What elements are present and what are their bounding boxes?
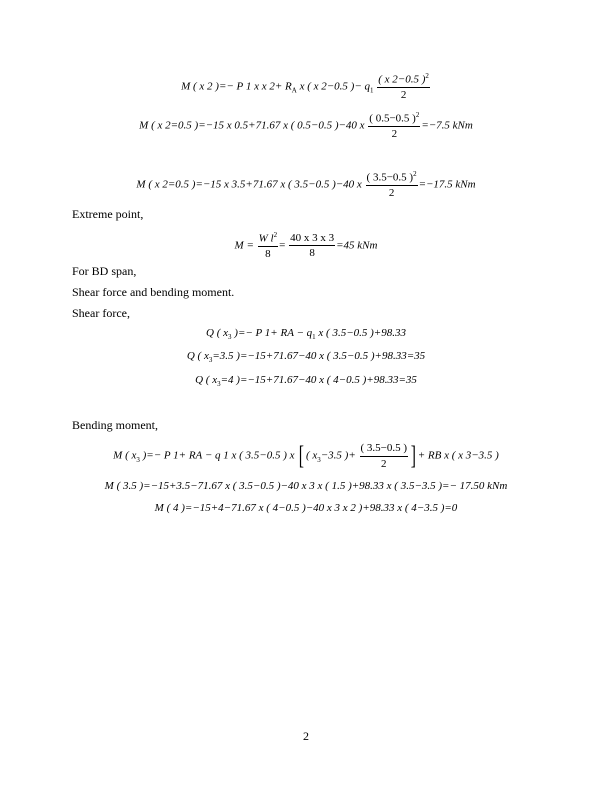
paragraph-bending-moment: Bending moment, — [72, 418, 158, 432]
equation-extreme-moment: M = $\frac{W l^2}{8}$ = $\frac{40 x 3 x 3}{8}$ =45 kNm — [234, 231, 378, 261]
equation-bending-4: M ( 4 )=−15+4−71.67 x ( 4−0.5 )−40 x 3 x 2 )+98.33 x ( 4−3.5 )=0 — [154, 502, 458, 514]
fraction: $\frac{( 3.5-0.5 )}{2}$ — [360, 442, 408, 470]
equation-moment-x2-0.5: M ( x 2=0.5 )=−15 x 0.5+71.67 x ( 0.5−0.5 )−40 x $\frac{( 0.5-0.5 )^2}{2}$ =−7.5 kNm — [139, 111, 473, 141]
paragraph-shear-bending: Shear force and bending moment. — [72, 285, 235, 299]
paragraph-shear-force: Shear force, — [72, 306, 130, 320]
equation-bending-general: M ( $x_3$ )=− P 1+ RA − q 1 x ( 3.5−0.5 ) x [ ( $x_3-3.5$ )+ $\frac{( 3.5-0.5 )}{2}$ ] + RB x ( x 3−3.5 ) — [113, 441, 499, 471]
equation-shear-general: Q ( $x_3$ )=− P 1+ RA − $q_1$ x ( 3.5−0.5 )+98.33 — [206, 327, 406, 342]
fraction: $\frac{40 x 3 x 3}{8}$ — [290, 231, 335, 260]
equation-moment-x2: M ( x 2 )=− P 1 x x $2+ R_A$ x ( x 2−0.5 )− $q_1$ $\frac{( x 2-0.5 )^2}{2}$ — [181, 72, 429, 102]
paragraph-bd-span: For BD span, — [72, 264, 137, 278]
fraction: $\frac{( 0.5-0.5 )^2}{2}$ — [369, 111, 420, 141]
equation-bending-3.5: M ( 3.5 )=−15+3.5−71.67 x ( 3.5−0.5 )−40 x 3 x ( 1.5 )+98.33 x ( 3.5−3.5 )=− 17.50 kNm — [104, 480, 508, 492]
page-number: 2 — [303, 729, 309, 743]
fraction: $\frac{W l^2}{8}$ — [258, 231, 278, 261]
equation-moment-x2-3.5: M ( x 2=0.5 )=−15 x 3.5+71.67 x ( 3.5−0.5 )−40 x $\frac{( 3.5-0.5 )^2}{2}$ =−17.5 kNm — [136, 170, 476, 200]
equation-shear-3.5: Q ( $x_3=3.5$ )=−15+71.67−40 x ( 3.5−0.5 )+98.33=35 — [186, 350, 426, 365]
fraction: $\frac{( 3.5-0.5 )^2}{2}$ — [366, 170, 417, 200]
fraction: $\frac{( x 2-0.5 )^2}{2}$ — [378, 72, 429, 102]
equation-shear-4: Q ( $x_3=4$ )=−15+71.67−40 x ( 4−0.5 )+98.33=35 — [195, 374, 417, 389]
paragraph-extreme-point: Extreme point, — [72, 207, 144, 221]
